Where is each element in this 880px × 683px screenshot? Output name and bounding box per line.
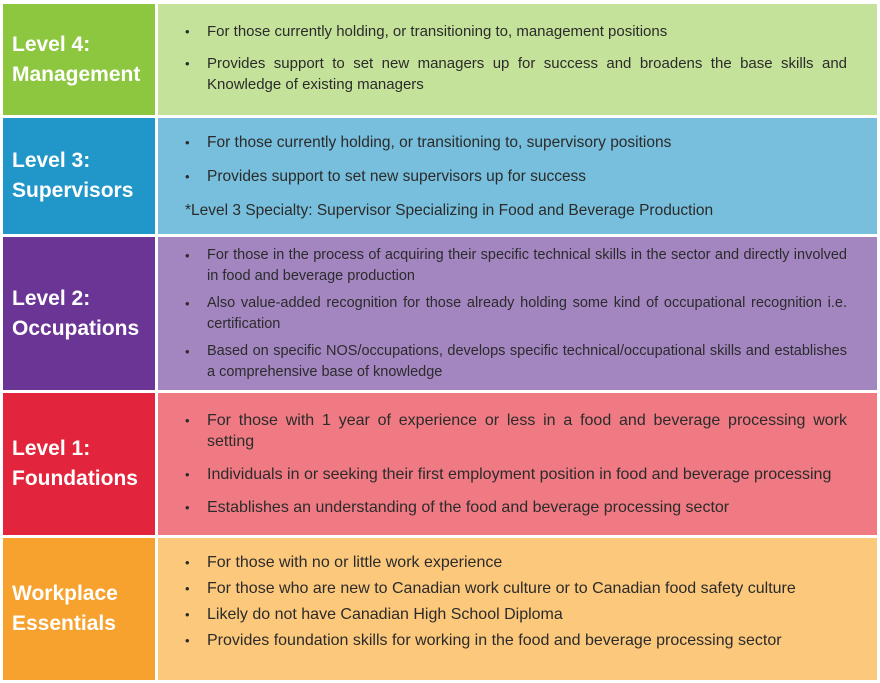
bullet-item: • Establishes an understanding of the food and beverage processing sector <box>158 497 877 518</box>
level-1-bullet-list <box>158 410 877 518</box>
workplace-essentials-bullet-list <box>158 552 877 651</box>
level-1-content <box>158 393 877 535</box>
level-2-bullet-list <box>158 245 877 383</box>
workplace-essentials-content <box>158 538 877 680</box>
bullet-item: • For those with no or little work experience <box>158 552 877 573</box>
bullet-item: • For those currently holding, or transitioning to, management positions <box>158 21 877 42</box>
workplace-essentials-row <box>3 538 877 680</box>
bullet-item: • For those in the process of acquiring their specific technical skills in the sector and directly involved in food and beverage production <box>158 245 877 287</box>
bullet-item: • Based on specific NOS/occupations, develops specific technical/occupational skills and establishes a comprehensive base of knowledge <box>158 341 877 383</box>
bullet-item: • For those with 1 year of experience or less in a food and beverage processing work setting <box>158 410 877 452</box>
level-4-label: Level 4: Management <box>12 32 141 86</box>
level-3-bullet-list <box>158 132 877 187</box>
level-4-label-box <box>3 4 155 115</box>
workplace-essentials-label: Workplace Essentials <box>12 582 118 635</box>
level-1-row <box>3 393 877 535</box>
level-3-label: Level 3: Supervisors <box>12 149 134 202</box>
level-2-row <box>3 237 877 390</box>
level-2-label-box <box>3 237 155 390</box>
level-4-bullet-list <box>158 21 877 95</box>
level-2-label: Level 2: Occupations <box>12 286 140 340</box>
bullet-item: • Provides support to set new supervisors up for success <box>158 166 877 187</box>
level-2-content <box>158 237 877 390</box>
level-4-row <box>3 4 877 115</box>
bullet-item: • Provides foundation skills for working in the food and beverage processing sector <box>158 630 877 651</box>
level-1-label: Level 1: Foundations <box>12 437 138 490</box>
level-3-specialty-note: *Level 3 Specialty: Supervisor Specializing in Food and Beverage Production <box>185 202 714 219</box>
bullet-item: • Individuals in or seeking their first employment position in food and beverage processing <box>158 464 877 485</box>
level-3-row <box>3 118 877 234</box>
level-4-content <box>158 4 877 115</box>
workplace-essentials-label-box <box>3 538 155 680</box>
bullet-item: • Likely do not have Canadian High School Diploma <box>158 604 877 625</box>
bullet-item: • For those who are new to Canadian work culture or to Canadian food safety culture <box>158 578 877 599</box>
bullet-item: • Also value-added recognition for those already holding some kind of occupational recognition i.e. certification <box>158 293 877 335</box>
bullet-item: • Provides support to set new managers up for success and broadens the base skills and Knowledge of existing managers <box>158 53 877 95</box>
level-1-label-box <box>3 393 155 535</box>
level-3-content <box>158 118 877 234</box>
bullet-item: • For those currently holding, or transitioning to, supervisory positions <box>158 132 877 153</box>
level-3-label-box <box>3 118 155 234</box>
